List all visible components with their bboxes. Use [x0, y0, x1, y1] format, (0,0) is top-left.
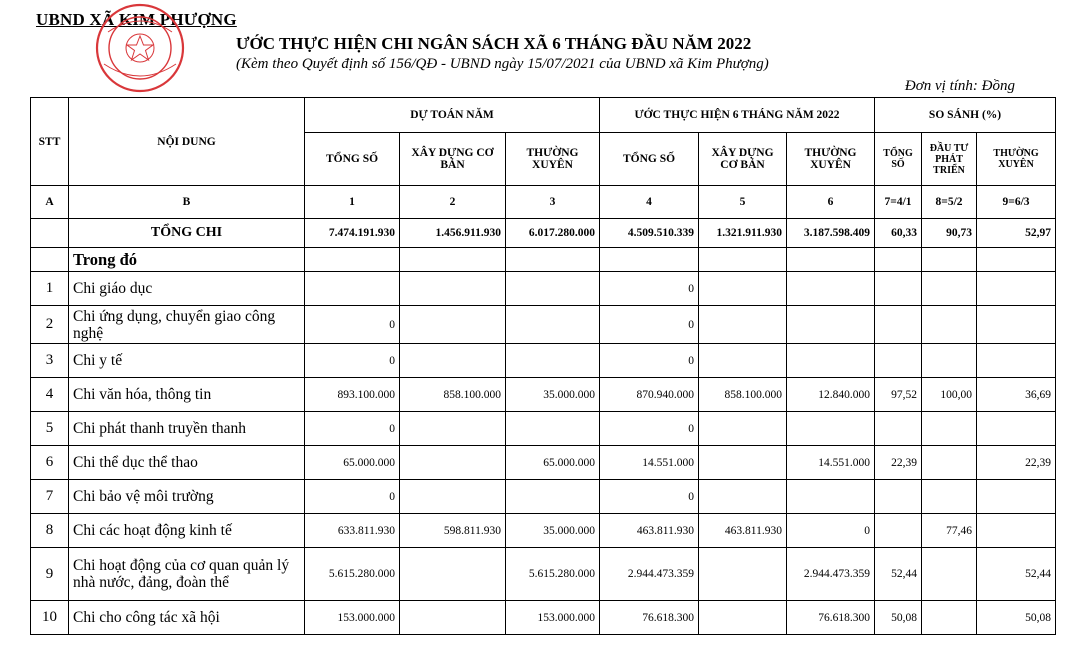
index-cell: 3 — [506, 186, 600, 219]
row-value: 0 — [305, 344, 400, 378]
row-label: Chi cho công tác xã hội — [69, 601, 305, 635]
row-value: 463.811.930 — [600, 514, 699, 548]
total-value: 6.017.280.000 — [506, 219, 600, 248]
row-value — [699, 480, 787, 514]
row-value — [787, 272, 875, 306]
row-label: Chi y tế — [69, 344, 305, 378]
row-value — [922, 480, 977, 514]
row-stt: 7 — [31, 480, 69, 514]
row-value: 12.840.000 — [787, 378, 875, 412]
official-seal-icon — [78, 2, 202, 94]
row-value: 0 — [305, 412, 400, 446]
row-stt: 6 — [31, 446, 69, 480]
subheader-act-build: XÂY DỰNG CƠ BẢN — [699, 133, 787, 186]
row-label: Chi các hoạt động kinh tế — [69, 514, 305, 548]
row-stt: 3 — [31, 344, 69, 378]
section-empty-cell — [699, 248, 787, 272]
row-value: 52,44 — [875, 548, 922, 601]
row-value — [400, 548, 506, 601]
row-value: 65.000.000 — [305, 446, 400, 480]
table-row — [31, 272, 1056, 306]
row-value — [699, 306, 787, 344]
subheader-est-total: TỔNG SỐ — [305, 133, 400, 186]
total-value: 60,33 — [875, 219, 922, 248]
row-value — [977, 514, 1056, 548]
index-cell: 6 — [787, 186, 875, 219]
row-stt: 5 — [31, 412, 69, 446]
row-value — [977, 344, 1056, 378]
index-cell: 5 — [699, 186, 787, 219]
row-stt: 2 — [31, 306, 69, 344]
row-value — [875, 344, 922, 378]
table-row — [31, 548, 1056, 601]
index-cell: 2 — [400, 186, 506, 219]
row-value — [922, 344, 977, 378]
row-value: 870.940.000 — [600, 378, 699, 412]
row-value — [699, 548, 787, 601]
row-value: 50,08 — [875, 601, 922, 635]
row-value — [977, 412, 1056, 446]
section-stt-cell — [31, 248, 69, 272]
row-value: 22,39 — [875, 446, 922, 480]
row-value — [875, 412, 922, 446]
row-value — [787, 412, 875, 446]
table-row — [31, 480, 1056, 514]
row-value: 14.551.000 — [600, 446, 699, 480]
row-value: 100,00 — [922, 378, 977, 412]
section-empty-cell — [600, 248, 699, 272]
row-value: 893.100.000 — [305, 378, 400, 412]
subheader-act-regular: THƯỜNG XUYÊN — [787, 133, 875, 186]
row-value: 35.000.000 — [506, 514, 600, 548]
row-value — [400, 306, 506, 344]
row-value: 76.618.300 — [600, 601, 699, 635]
row-value: 2.944.473.359 — [600, 548, 699, 601]
row-value — [699, 272, 787, 306]
table-row — [31, 412, 1056, 446]
row-label: Chi giáo dục — [69, 272, 305, 306]
issuing-organization: UBND XÃ KIM PHƯỢNG — [36, 10, 237, 29]
row-value: 35.000.000 — [506, 378, 600, 412]
row-value: 22,39 — [977, 446, 1056, 480]
row-value — [875, 272, 922, 306]
row-value: 0 — [600, 344, 699, 378]
index-cell: 7=4/1 — [875, 186, 922, 219]
row-value — [787, 480, 875, 514]
total-row — [31, 219, 1056, 248]
index-cell: 8=5/2 — [922, 186, 977, 219]
row-label: Chi thể dục thể thao — [69, 446, 305, 480]
row-value — [400, 412, 506, 446]
total-value: 90,73 — [922, 219, 977, 248]
document-title: ƯỚC THỰC HIỆN CHI NGÂN SÁCH XÃ 6 THÁNG ĐẦU NĂM 2022 — [236, 34, 752, 53]
row-value: 0 — [600, 480, 699, 514]
row-value: 5.615.280.000 — [305, 548, 400, 601]
table-row — [31, 514, 1056, 548]
row-value — [922, 306, 977, 344]
total-value: 1.321.911.930 — [699, 219, 787, 248]
row-value — [699, 344, 787, 378]
header-estimate: DỰ TOÁN NĂM — [305, 98, 600, 133]
row-value — [506, 306, 600, 344]
row-value: 76.618.300 — [787, 601, 875, 635]
total-value: 7.474.191.930 — [305, 219, 400, 248]
row-value — [506, 272, 600, 306]
row-value: 0 — [305, 306, 400, 344]
row-value — [699, 446, 787, 480]
index-cell: 1 — [305, 186, 400, 219]
row-stt: 10 — [31, 601, 69, 635]
row-value — [977, 306, 1056, 344]
index-cell: 4 — [600, 186, 699, 219]
row-value: 14.551.000 — [787, 446, 875, 480]
row-value: 52,44 — [977, 548, 1056, 601]
row-stt: 9 — [31, 548, 69, 601]
row-value — [922, 446, 977, 480]
budget-table — [30, 97, 1056, 635]
section-empty-cell — [400, 248, 506, 272]
row-value: 153.000.000 — [305, 601, 400, 635]
total-stt-cell — [31, 219, 69, 248]
row-value — [506, 344, 600, 378]
index-cell: 9=6/3 — [977, 186, 1056, 219]
header-actual: ƯỚC THỰC HIỆN 6 THÁNG NĂM 2022 — [600, 98, 875, 133]
row-stt: 1 — [31, 272, 69, 306]
row-value: 633.811.930 — [305, 514, 400, 548]
header-stt: STT — [31, 98, 69, 186]
subheader-cmp-invest: ĐẦU TƯ PHÁT TRIỂN — [922, 133, 977, 186]
table-row — [31, 378, 1056, 412]
row-value: 0 — [787, 514, 875, 548]
row-value: 36,69 — [977, 378, 1056, 412]
row-value: 0 — [600, 306, 699, 344]
row-value: 0 — [600, 272, 699, 306]
index-cell: B — [69, 186, 305, 219]
row-value — [305, 272, 400, 306]
row-value — [875, 514, 922, 548]
row-value — [922, 548, 977, 601]
row-value — [787, 306, 875, 344]
row-value: 2.944.473.359 — [787, 548, 875, 601]
section-empty-cell — [787, 248, 875, 272]
total-value: 4.509.510.339 — [600, 219, 699, 248]
row-value — [699, 412, 787, 446]
row-value: 65.000.000 — [506, 446, 600, 480]
section-empty-cell — [305, 248, 400, 272]
row-value: 0 — [305, 480, 400, 514]
row-value: 77,46 — [922, 514, 977, 548]
row-value: 0 — [600, 412, 699, 446]
row-value — [400, 601, 506, 635]
row-value — [400, 480, 506, 514]
row-value: 153.000.000 — [506, 601, 600, 635]
row-label: Chi phát thanh truyền thanh — [69, 412, 305, 446]
total-value: 52,97 — [977, 219, 1056, 248]
index-row — [31, 186, 1056, 219]
table-row — [31, 306, 1056, 344]
row-label: Chi hoạt động của cơ quan quản lý nhà nước, đảng, đoàn thể — [69, 548, 305, 601]
subheader-est-build: XÂY DỰNG CƠ BẢN — [400, 133, 506, 186]
row-value — [506, 480, 600, 514]
subheader-act-total: TỔNG SỐ — [600, 133, 699, 186]
row-value: 858.100.000 — [400, 378, 506, 412]
section-empty-cell — [506, 248, 600, 272]
header-content: NỘI DUNG — [69, 98, 305, 186]
section-empty-cell — [875, 248, 922, 272]
row-value — [977, 272, 1056, 306]
row-stt: 8 — [31, 514, 69, 548]
subheader-est-regular: THƯỜNG XUYÊN — [506, 133, 600, 186]
row-value — [699, 601, 787, 635]
row-value: 463.811.930 — [699, 514, 787, 548]
index-cell: A — [31, 186, 69, 219]
document-subtitle: (Kèm theo Quyết định số 156/QĐ - UBND ngày 15/07/2021 của UBND xã Kim Phượng) — [236, 56, 769, 72]
subheader-cmp-regular: THƯỜNG XUYÊN — [977, 133, 1056, 186]
row-value — [400, 344, 506, 378]
row-label: Chi bảo vệ môi trường — [69, 480, 305, 514]
total-label: TỔNG CHI — [69, 219, 305, 248]
subheader-cmp-total: TỔNG SỐ — [875, 133, 922, 186]
header-compare: SO SÁNH (%) — [875, 98, 1056, 133]
table-row — [31, 601, 1056, 635]
row-value: 858.100.000 — [699, 378, 787, 412]
row-value — [875, 480, 922, 514]
header-row — [31, 98, 1056, 133]
row-value — [400, 446, 506, 480]
row-stt: 4 — [31, 378, 69, 412]
section-row — [31, 248, 1056, 272]
row-value — [922, 601, 977, 635]
row-label: Chi ứng dụng, chuyển giao công nghệ — [69, 306, 305, 344]
row-value — [506, 412, 600, 446]
row-value — [977, 480, 1056, 514]
table-row — [31, 446, 1056, 480]
total-value: 3.187.598.409 — [787, 219, 875, 248]
section-label: Trong đó — [69, 248, 305, 272]
total-value: 1.456.911.930 — [400, 219, 506, 248]
row-value — [875, 306, 922, 344]
row-value — [922, 412, 977, 446]
row-label: Chi văn hóa, thông tin — [69, 378, 305, 412]
row-value — [787, 344, 875, 378]
row-value: 97,52 — [875, 378, 922, 412]
table-row — [31, 344, 1056, 378]
section-empty-cell — [977, 248, 1056, 272]
row-value: 50,08 — [977, 601, 1056, 635]
row-value — [400, 272, 506, 306]
row-value: 598.811.930 — [400, 514, 506, 548]
row-value: 5.615.280.000 — [506, 548, 600, 601]
section-empty-cell — [922, 248, 977, 272]
row-value — [922, 272, 977, 306]
unit-label: Đơn vị tính: Đồng — [904, 78, 1015, 94]
